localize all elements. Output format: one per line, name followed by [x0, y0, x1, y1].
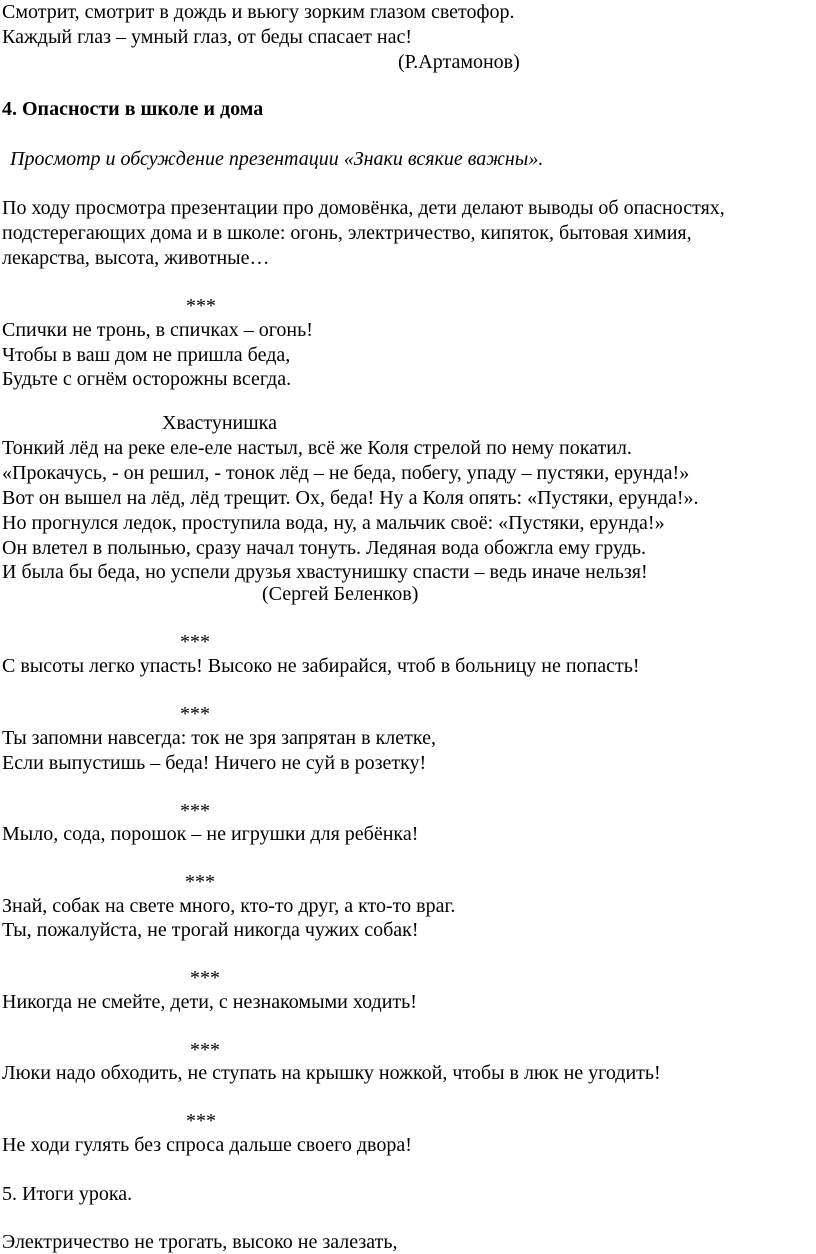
story-line-3: Вот он вышел на лёд, лёд трещит. Ох, беда! Ну а Коля опять: «Пустяки, ерунда!». — [2, 487, 699, 509]
story-line-6: И была бы беда, но успели друзья хвастунишку спасти – ведь иначе нельзя! — [2, 561, 648, 583]
verse-manholes-line-1: Люки надо обходить, не ступать на крышку ножкой, чтобы в люк не угодить! — [2, 1062, 661, 1084]
section-5-heading: 5. Итоги урока. — [2, 1183, 133, 1205]
story-line-5: Он влетел в полынью, сразу начал тонуть. Ледяная вода обожгла ему грудь. — [2, 537, 647, 559]
section-5-line-1: Электричество не трогать, высоко не залезать, — [2, 1231, 398, 1253]
verse-dogs-separator: *** — [185, 871, 215, 893]
verse-height-line-1: С высоты легко упасть! Высоко не забирайся, чтоб в больницу не попасть! — [2, 655, 640, 677]
verse-height-separator: *** — [180, 631, 210, 653]
story-line-1: Тонкий лёд на реке еле-еле настыл, всё же Коля стрелой по нему покатил. — [2, 437, 632, 459]
verse-fire-separator: *** — [186, 295, 216, 317]
intro-poem-author: (Р.Артамонов) — [398, 51, 520, 73]
intro-poem-line-2: Каждый глаз – умный глаз, от беды спасает нас! — [2, 26, 413, 48]
verse-yard-line-1: Не ходи гулять без спроса дальше своего двора! — [2, 1134, 412, 1156]
verse-fire-line-3: Будьте с огнём осторожны всегда. — [2, 368, 292, 390]
verse-manholes-separator: *** — [190, 1039, 220, 1061]
section-4-paragraph-line-3: лекарства, высота, животные… — [2, 247, 270, 269]
verse-strangers-line-1: Никогда не смейте, дети, с незнакомыми ходить! — [2, 991, 417, 1013]
verse-chemicals-line-1: Мыло, сода, порошок – не игрушки для ребёнка! — [2, 823, 419, 845]
verse-fire-line-2: Чтобы в ваш дом не пришла беда, — [2, 344, 291, 366]
verse-strangers-separator: *** — [190, 967, 220, 989]
story-line-2: «Прокачусь, - он решил, - тонок лёд – не беда, побегу, упаду – пустяки, ерунда!» — [2, 462, 690, 484]
story-author: (Сергей Беленков) — [262, 583, 419, 605]
verse-dogs-line-2: Ты, пожалуйста, не трогай никогда чужих собак! — [2, 919, 419, 941]
story-title: Хвастунишка — [162, 412, 277, 434]
verse-electric-separator: *** — [180, 703, 210, 725]
section-4-paragraph-line-2: подстерегающих дома и в школе: огонь, электричество, кипяток, бытовая химия, — [2, 222, 692, 244]
section-4-heading: 4. Опасности в школе и дома — [2, 98, 264, 120]
verse-yard-separator: *** — [186, 1110, 216, 1132]
section-4-subheading: Просмотр и обсуждение презентации «Знаки всякие важны». — [10, 148, 544, 170]
section-4-paragraph-line-1: По ходу просмотра презентации про домовёнка, дети делают выводы об опасностях, — [2, 197, 725, 219]
verse-electric-line-2: Если выпустишь – беда! Ничего не суй в розетку! — [2, 752, 427, 774]
verse-chemicals-separator: *** — [180, 800, 210, 822]
verse-fire-line-1: Спички не тронь, в спичках – огонь! — [2, 319, 313, 341]
story-line-4: Но прогнулся ледок, проступила вода, ну, а мальчик своё: «Пустяки, ерунда!» — [2, 512, 665, 534]
verse-dogs-line-1: Знай, собак на свете много, кто-то друг, а кто-то враг. — [2, 895, 456, 917]
intro-poem-line-1: Смотрит, смотрит в дождь и вьюгу зорким глазом светофор. — [2, 1, 515, 23]
verse-electric-line-1: Ты запомни навсегда: ток не зря запрятан в клетке, — [2, 727, 436, 749]
